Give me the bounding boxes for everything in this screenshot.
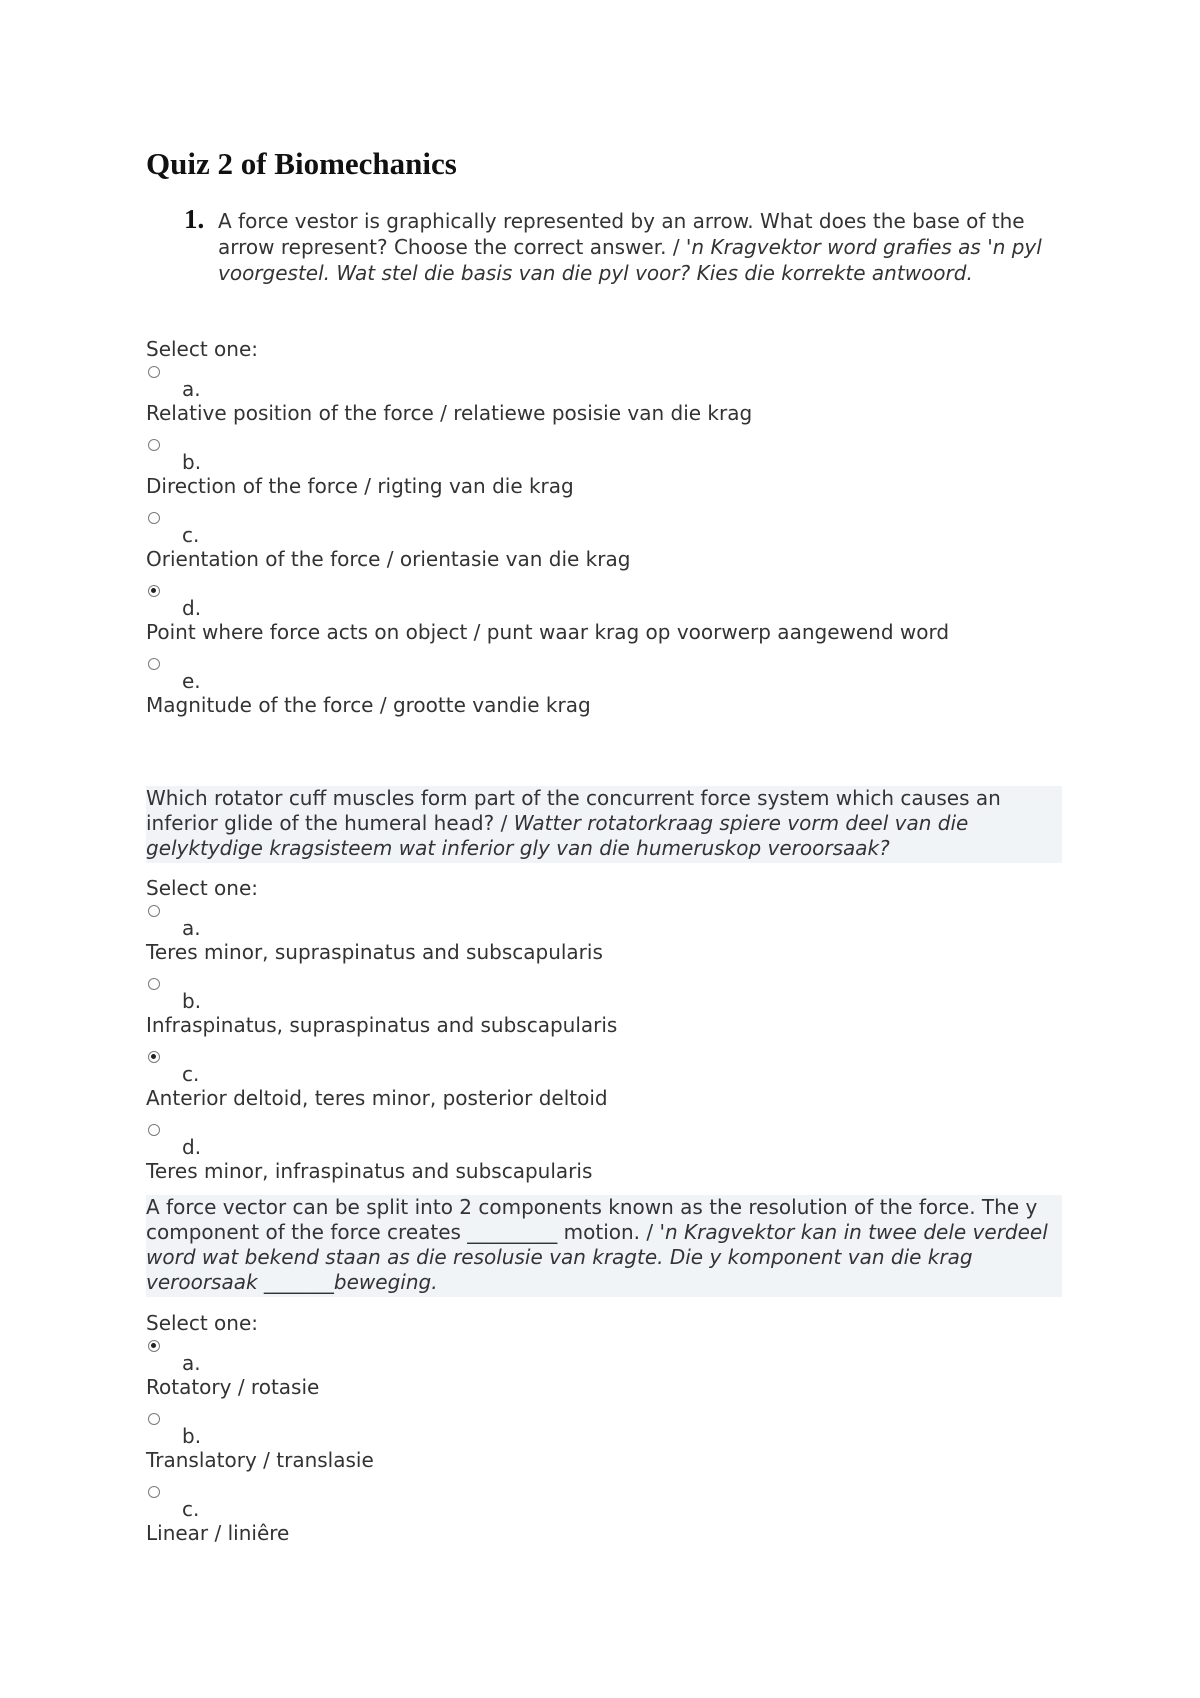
select-one-label: Select one: — [146, 337, 259, 361]
radio-button-selected[interactable] — [148, 1051, 160, 1063]
option-letter: a. — [182, 377, 201, 401]
option-text: Orientation of the force / orientasie van die krag — [146, 547, 631, 571]
option-letter: c. — [182, 1062, 200, 1086]
answer-group-3 — [146, 1310, 1066, 1555]
question-text-en: A force vestor is graphically represented by an arrow. What does the base of the arrow represent? Choose the correct answer. / — [218, 209, 1025, 259]
radio-button[interactable] — [148, 439, 160, 451]
radio-button-selected[interactable] — [148, 585, 160, 597]
option-letter: d. — [182, 596, 202, 620]
option-letter: a. — [182, 1351, 201, 1375]
option-letter: b. — [182, 989, 202, 1013]
option-text: Anterior deltoid, teres minor, posterior deltoid — [146, 1086, 608, 1110]
radio-button[interactable] — [148, 1486, 160, 1498]
answer-group-2 — [146, 875, 1066, 1193]
radio-button[interactable] — [148, 366, 160, 378]
option-b[interactable] — [146, 435, 1066, 508]
answer-group-1 — [146, 336, 1066, 727]
question-text-af: 'n Kragvektor kan in twee dele verdeel word wat bekend staan as die resolusie van kragte. Die y komponent van die krag veroorsaak _______beweging. — [146, 1220, 1048, 1294]
question-3 — [146, 1195, 1062, 1297]
option-letter: d. — [182, 1135, 202, 1159]
option-b[interactable] — [146, 974, 1066, 1047]
select-one-label: Select one: — [146, 876, 259, 900]
option-text: Teres minor, infraspinatus and subscapularis — [146, 1159, 593, 1183]
option-c[interactable] — [146, 1047, 1066, 1120]
question-text-af: 'n Kragvektor word grafies as 'n pyl voorgestel. Wat stel die basis van die pyl voor? Kies die korrekte antwoord. — [218, 235, 1042, 285]
option-text: Direction of the force / rigting van die krag — [146, 474, 574, 498]
option-letter: e. — [182, 669, 201, 693]
radio-button[interactable] — [148, 978, 160, 990]
option-d[interactable] — [146, 581, 1066, 654]
option-text: Infraspinatus, supraspinatus and subscapularis — [146, 1013, 618, 1037]
option-e[interactable] — [146, 654, 1066, 727]
radio-button-selected[interactable] — [148, 1340, 160, 1352]
option-a[interactable] — [146, 362, 1066, 435]
question-1 — [146, 204, 1066, 286]
question-number: 1. — [184, 204, 205, 234]
option-text: Magnitude of the force / grootte vandie krag — [146, 693, 591, 717]
select-one-label: Select one: — [146, 1311, 259, 1335]
radio-button[interactable] — [148, 512, 160, 524]
option-letter: b. — [182, 1424, 202, 1448]
option-a[interactable] — [146, 1336, 1066, 1409]
option-letter: a. — [182, 916, 201, 940]
option-letter: c. — [182, 1497, 200, 1521]
option-c[interactable] — [146, 508, 1066, 581]
option-text: Relative position of the force / relatiewe posisie van die krag — [146, 401, 753, 425]
question-2 — [146, 786, 1062, 863]
option-text: Teres minor, supraspinatus and subscapularis — [146, 940, 603, 964]
option-d[interactable] — [146, 1120, 1066, 1193]
option-letter: c. — [182, 523, 200, 547]
option-a[interactable] — [146, 901, 1066, 974]
question-text-en: Which rotator cuff muscles form part of the concurrent force system which causes an inferior glide of the humeral head? / — [146, 786, 1001, 835]
option-c[interactable] — [146, 1482, 1066, 1555]
question-text-en: A force vector can be split into 2 components known as the resolution of the force. The y component of the force creates _________ motion. / — [146, 1195, 1038, 1244]
option-letter: b. — [182, 450, 202, 474]
option-text: Translatory / translasie — [146, 1448, 374, 1472]
radio-button[interactable] — [148, 658, 160, 670]
option-text: Rotatory / rotasie — [146, 1375, 320, 1399]
radio-button[interactable] — [148, 905, 160, 917]
doc-title: Quiz 2 of Biomechanics — [146, 146, 457, 181]
radio-button[interactable] — [148, 1124, 160, 1136]
question-text — [218, 208, 1066, 286]
option-text: Linear / liniêre — [146, 1521, 290, 1545]
option-text: Point where force acts on object / punt waar krag op voorwerp aangewend word — [146, 620, 950, 644]
option-b[interactable] — [146, 1409, 1066, 1482]
question-text-af: Watter rotatorkraag spiere vorm deel van die gelyktydige kragsisteem wat inferior gly van die humeruskop veroorsaak? — [146, 811, 969, 860]
radio-button[interactable] — [148, 1413, 160, 1425]
